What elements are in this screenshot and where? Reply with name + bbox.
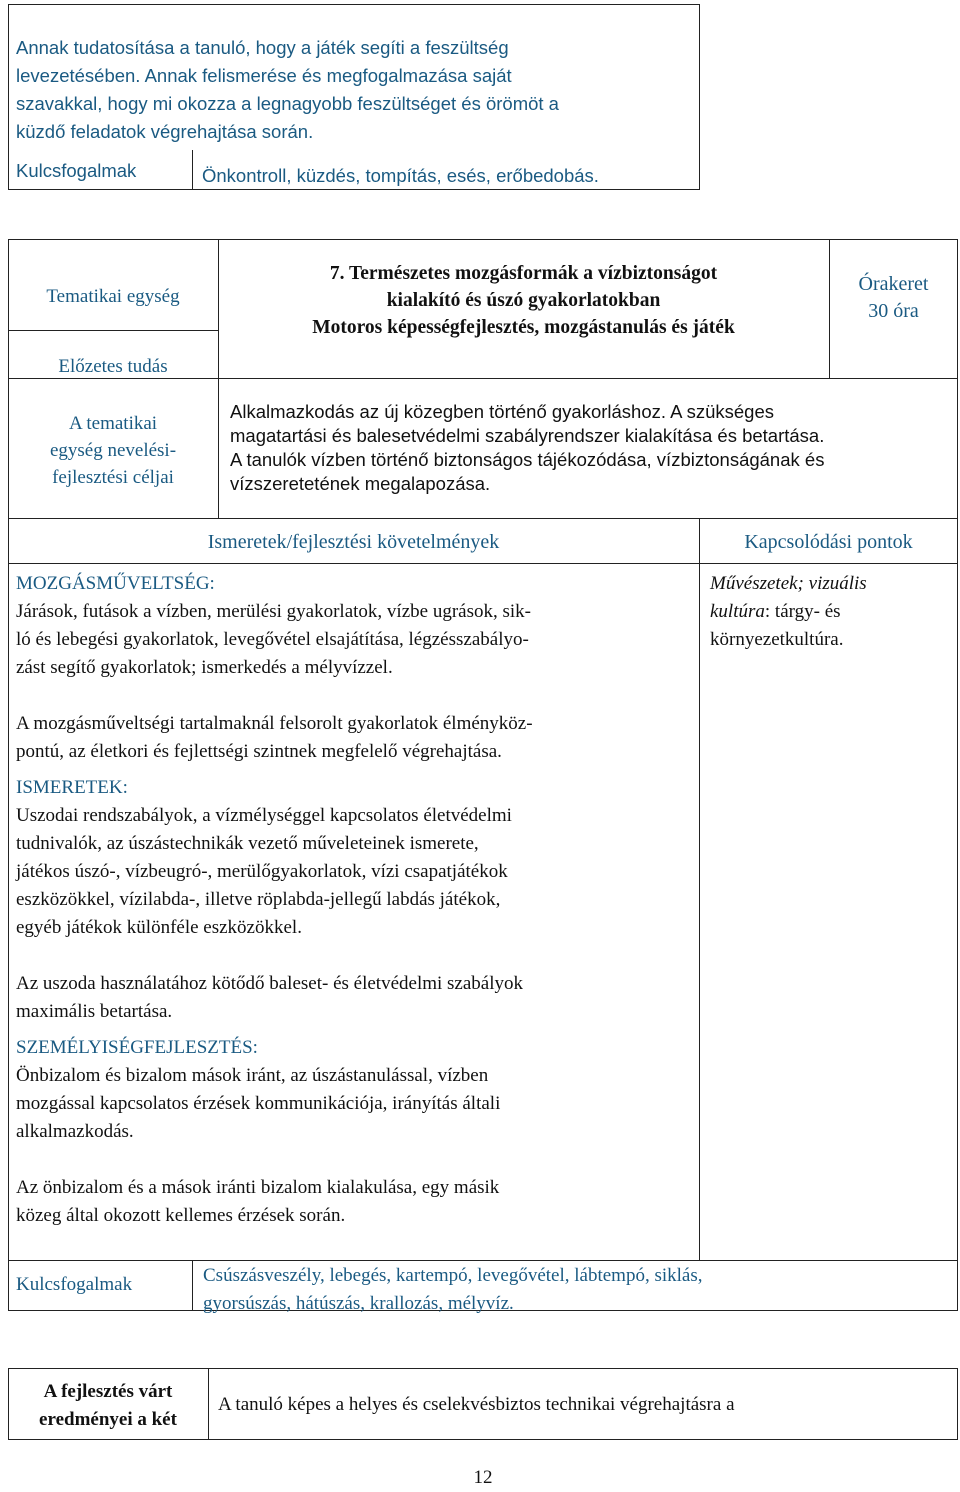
unit-goals-text: Alkalmazkodás az új közegben történő gyakorláshoz. A szükséges magatartási és balesetvédelmi szabályrendszer kialakítása és betartása. A tanulók vízben történő biztonságos tájékozódása, vízbiztonságának és vízszeretetének megalapozása.	[230, 401, 825, 494]
key-concepts-value: Csúszásveszély, lebegés, kartempó, levegővétel, lábtempó, siklás, gyorsúszás, hátúszás, krallozás, mélyvíz.	[203, 1265, 703, 1314]
top-objective-text: Annak tudatosítása a tanuló, hogy a játék segíti a feszültség levezetésében. Annak felismerése és megfogalmazása saját szavakkal, hogy mi okozza a legnagyobb feszültséget és örömöt a küzdő feladatok végrehajtása során.	[16, 37, 559, 142]
top-key-concepts-value: Önkontroll, küzdés, tompítás, esés, erőbedobás.	[202, 165, 599, 186]
section-mozgasmuveltseg-heading: MOZGÁSMŰVELTSÉG:	[16, 573, 215, 594]
connections-content: Művészetek; vizuális kultúra: tárgy- és környezetkultúra.	[710, 573, 867, 650]
col-requirements-header: Ismeretek/fejlesztési követelmények	[207, 531, 500, 553]
unit-title: 7. Természetes mozgásformák a vízbiztonságot kialakító és úszó gyakorlatokban Motoros képességfejlesztés, mozgástanulás és játék	[312, 263, 735, 338]
page-number: 12	[473, 1467, 493, 1488]
expected-results-value: A tanuló képes a helyes és cselekvésbiztos technikai végrehajtásra a	[218, 1394, 735, 1415]
label-thematic-unit: Tematikai egység	[46, 286, 180, 307]
col-connections-header: Kapcsolódási pontok	[744, 531, 913, 553]
section-ismeretek-heading: ISMERETEK:	[16, 777, 128, 798]
section-szemelyisegfejlesztes-heading: SZEMÉLYISÉGFEJLESZTÉS:	[16, 1037, 258, 1058]
key-concepts-label: Kulcsfogalmak	[16, 1274, 133, 1295]
label-prior-knowledge: Előzetes tudás	[58, 356, 168, 377]
hours-label: Órakeret	[858, 273, 929, 295]
label-unit-goals: A tematikai egység nevelési- fejlesztési céljai	[49, 413, 177, 488]
requirements-content: MOZGÁSMŰVELTSÉG: Járások, futások a vízben, merülési gyakorlatok, vízbe ugrások, sik- ló és lebegési gyakorlatok, levegővétel elsajátítása, légzésszabályo- zást segítő gyakorlatok; ismerkedés a mélyvízzel. A mozgásműveltségi tartalmaknál felsorolt gyakorlatok élményköz- pontú, az életkori és fejlettségi szintnek megfelelő végrehajtása. ISMERETEK: Uszodai rendszabályok, a vízmélységgel kapcsolatos életvédelmi tudnivalók, az úszástechnikák vezető műveleteinek ismerete, játékos úszó-, vízbeugró-, merülőgyakorlatok, vízi csapatjátékok eszközökkel, vízilabda-, illetve röplabda-jellegű labdás játékok, egyéb játékok különféle eszközökkel. Az uszoda használatához kötődő baleset- és életvédelmi szabályok maximális betartása. SZEMÉLYISÉGFEJLESZTÉS: Önbizalom és bizalom mások iránt, az úszástanulással, vízben mozgással kapcsolatos érzések kommunikációja, irányítás általi alkalmazkodás. Az önbizalom és a mások iránti bizalom kialakulása, egy másik közeg által okozott kellemes érzések során.	[16, 570, 696, 1230]
top-key-concepts-label: Kulcsfogalmak	[16, 160, 137, 181]
expected-results-label: A fejlesztés várt eredményei a két	[39, 1381, 177, 1430]
hours-value: 30 óra	[868, 300, 919, 322]
